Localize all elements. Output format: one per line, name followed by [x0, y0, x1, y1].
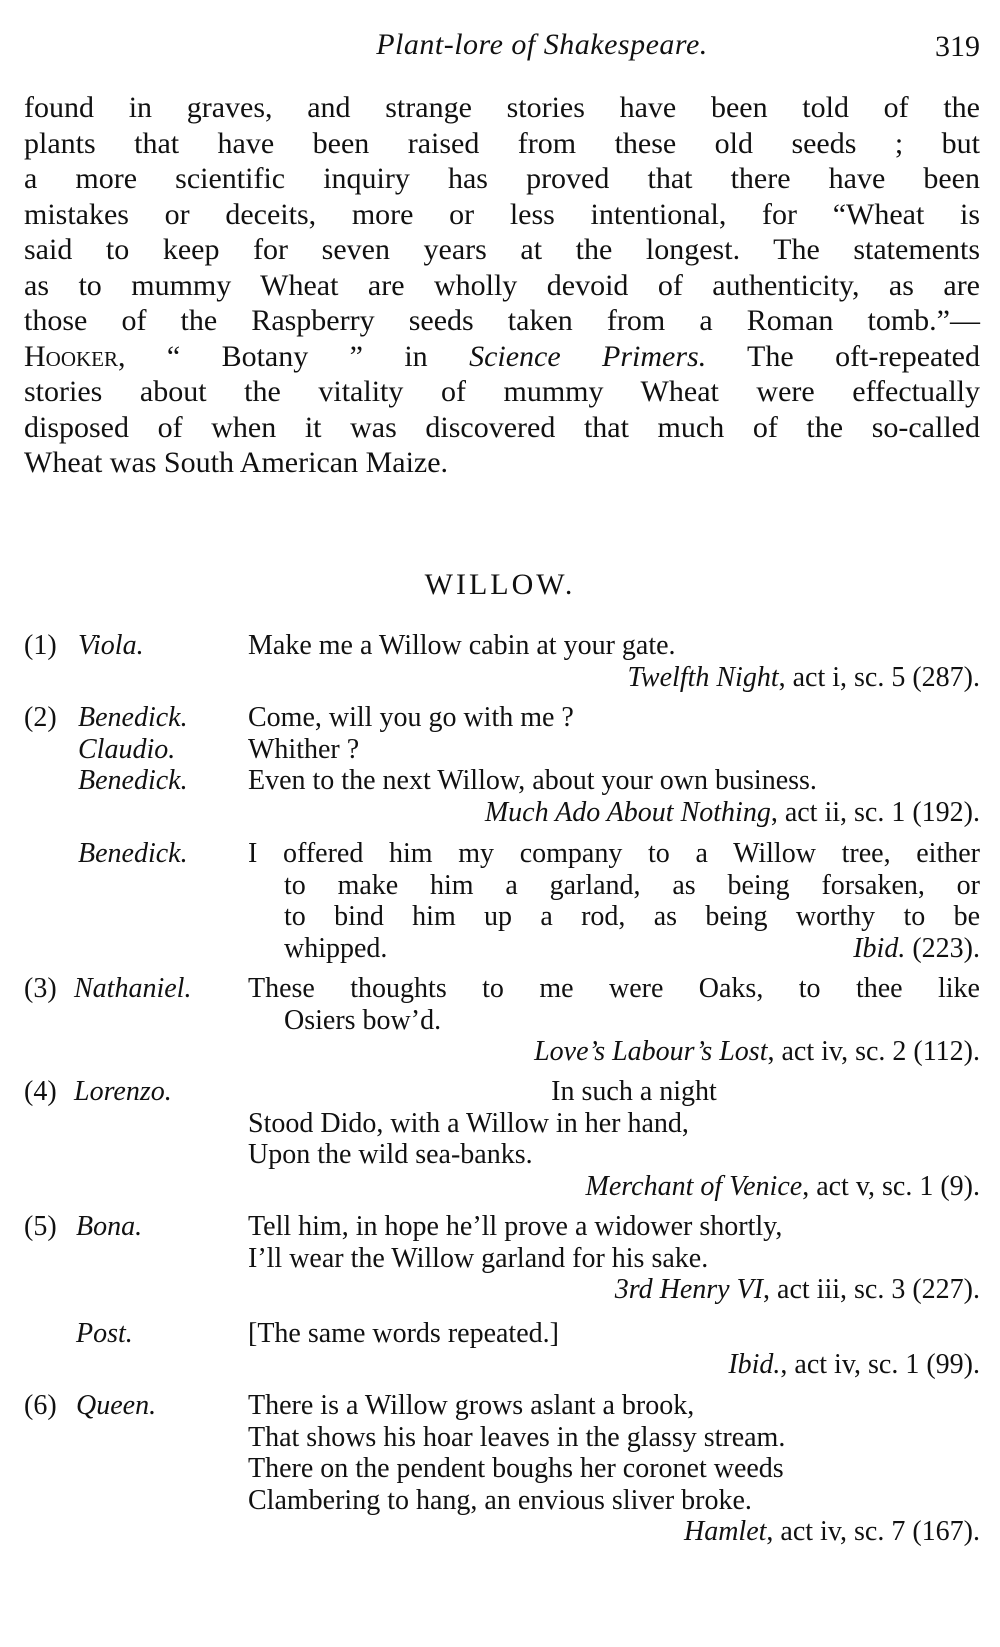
quotation-entry: [24, 630, 980, 693]
citation: [627, 662, 980, 694]
work-title: 3rd Henry VI: [614, 1274, 764, 1305]
speaker-name: Nathaniel.: [74, 973, 192, 1004]
quote-line: Come, will you go with me ?: [248, 702, 574, 733]
paragraph-line: those of the Raspberry seeds taken from a Roman tomb.”—: [24, 304, 980, 337]
entry-number: (3): [24, 973, 57, 1004]
page-number: 319: [935, 30, 980, 63]
speaker-name: Lorenzo.: [74, 1076, 172, 1107]
quotation-entry: [24, 1076, 980, 1202]
speaker-name: Benedick.: [78, 838, 188, 869]
citation-ref: , act i, sc. 5 (287).: [778, 661, 980, 693]
paragraph-line: a more scientific inquiry has proved that there have been: [24, 162, 980, 195]
quote-line: There is a Willow grows aslant a brook,: [248, 1390, 695, 1421]
citation-ref: , act iv, sc. 7 (167).: [766, 1516, 980, 1547]
citation-ref: , act iv, sc. 2 (112).: [767, 1036, 980, 1067]
quote-line: These thoughts to me were Oaks, to thee like: [248, 973, 980, 1004]
citation-ref: , act iii, sc. 3 (227).: [763, 1274, 980, 1305]
citation: [615, 1274, 980, 1306]
quote-line: Tell him, in hope he’ll prove a widower shortly,: [248, 1211, 783, 1242]
work-title: Ibid.: [853, 932, 906, 964]
work-title: Love’s Labour’s Lost: [534, 1036, 768, 1067]
quotation-entry: [24, 1390, 980, 1548]
citation: [485, 797, 980, 829]
entry-number: (4): [24, 1076, 57, 1107]
quote-line: Upon the wild sea-banks.: [248, 1139, 533, 1170]
page-header: [24, 22, 980, 70]
body-paragraph: [24, 90, 980, 481]
book-title: Science Primers.: [469, 339, 707, 373]
citation: [853, 933, 980, 965]
quote-line: There on the pendent boughs her coronet weeds: [248, 1453, 784, 1484]
work-title: Twelfth Night: [627, 661, 779, 693]
quote-line: to bind him up a rod, as being worthy to be: [284, 901, 980, 932]
text-fragment: “ Botany ” in: [125, 339, 470, 373]
quote-line: whipped.: [284, 932, 388, 964]
paragraph-line: [24, 339, 980, 375]
citation-ref: , act iv, sc. 1 (99).: [780, 1349, 980, 1380]
citation-ref: , act v, sc. 1 (9).: [802, 1170, 980, 1202]
quote-line: [The same words repeated.]: [248, 1317, 559, 1349]
speaker-name: Benedick.: [78, 765, 188, 796]
speaker-name: Claudio.: [78, 733, 176, 765]
paragraph-line: mistakes or deceits, more or less intentional, for “Wheat is: [24, 197, 980, 231]
citation: [684, 1516, 980, 1548]
work-title: Much Ado About Nothing: [484, 796, 771, 828]
entry-number: (5): [24, 1211, 57, 1242]
author-name: Hooker,: [24, 339, 126, 373]
citation-ref: (223).: [905, 932, 980, 964]
citation: [534, 1036, 980, 1068]
work-title: Merchant of Venice: [585, 1170, 803, 1202]
speaker-name: Benedick.: [78, 702, 188, 733]
section-title: WILLOW.: [424, 568, 576, 601]
paragraph-line: disposed of when it was discovered that much of the so-called: [24, 410, 980, 444]
quote-line: That shows his hoar leaves in the glassy stream.: [248, 1421, 786, 1453]
speaker-name: Bona.: [76, 1211, 143, 1242]
quote-line: to make him a garland, as being forsaken, or: [284, 869, 980, 901]
quote-line: Make me a Willow cabin at your gate.: [248, 630, 676, 661]
paragraph-line: plants that have been raised from these old seeds ; but: [24, 126, 980, 160]
entry-number: (2): [24, 702, 57, 733]
quote-line: I’ll wear the Willow garland for his sake.: [248, 1242, 709, 1274]
paragraph-line: stories about the vitality of mummy Wheat were effectually: [24, 375, 980, 408]
speaker-name: Post.: [76, 1317, 133, 1349]
running-title: Plant-lore of Shakespeare.: [376, 28, 708, 61]
quote-line: Clambering to hang, an envious sliver broke.: [248, 1484, 752, 1516]
quotation-entry: [24, 702, 980, 964]
quote-line: Stood Dido, with a Willow in her hand,: [248, 1107, 689, 1139]
paragraph-line: Wheat was South American Maize.: [24, 446, 449, 479]
quotation-entry: [24, 1211, 980, 1381]
citation-ref: , act ii, sc. 1 (192).: [770, 796, 980, 828]
quote-line: Whither ?: [248, 733, 360, 765]
text-fragment: The oft-repeated: [706, 339, 980, 373]
citation: [728, 1349, 980, 1381]
paragraph-line: as to mummy Wheat are wholly devoid of authenticity, as are: [24, 268, 980, 302]
quotation-entry: [24, 973, 980, 1068]
quote-line: In such a night: [551, 1076, 717, 1107]
paragraph-line: found in graves, and strange stories have been told of the: [24, 91, 980, 124]
quote-line: I offered him my company to a Willow tree, either: [248, 838, 980, 869]
quote-line: Osiers bow’d.: [284, 1004, 442, 1036]
entry-number: (6): [24, 1390, 57, 1421]
work-title: Hamlet: [683, 1516, 767, 1547]
speaker-name: Queen.: [76, 1390, 157, 1421]
quote-line: Even to the next Willow, about your own business.: [248, 765, 817, 796]
paragraph-line: said to keep for seven years at the longest. The statements: [24, 233, 980, 266]
citation: [586, 1171, 980, 1203]
entry-number: (1): [24, 630, 57, 661]
work-title: Ibid.: [728, 1349, 781, 1380]
speaker-name: Viola.: [78, 630, 144, 661]
